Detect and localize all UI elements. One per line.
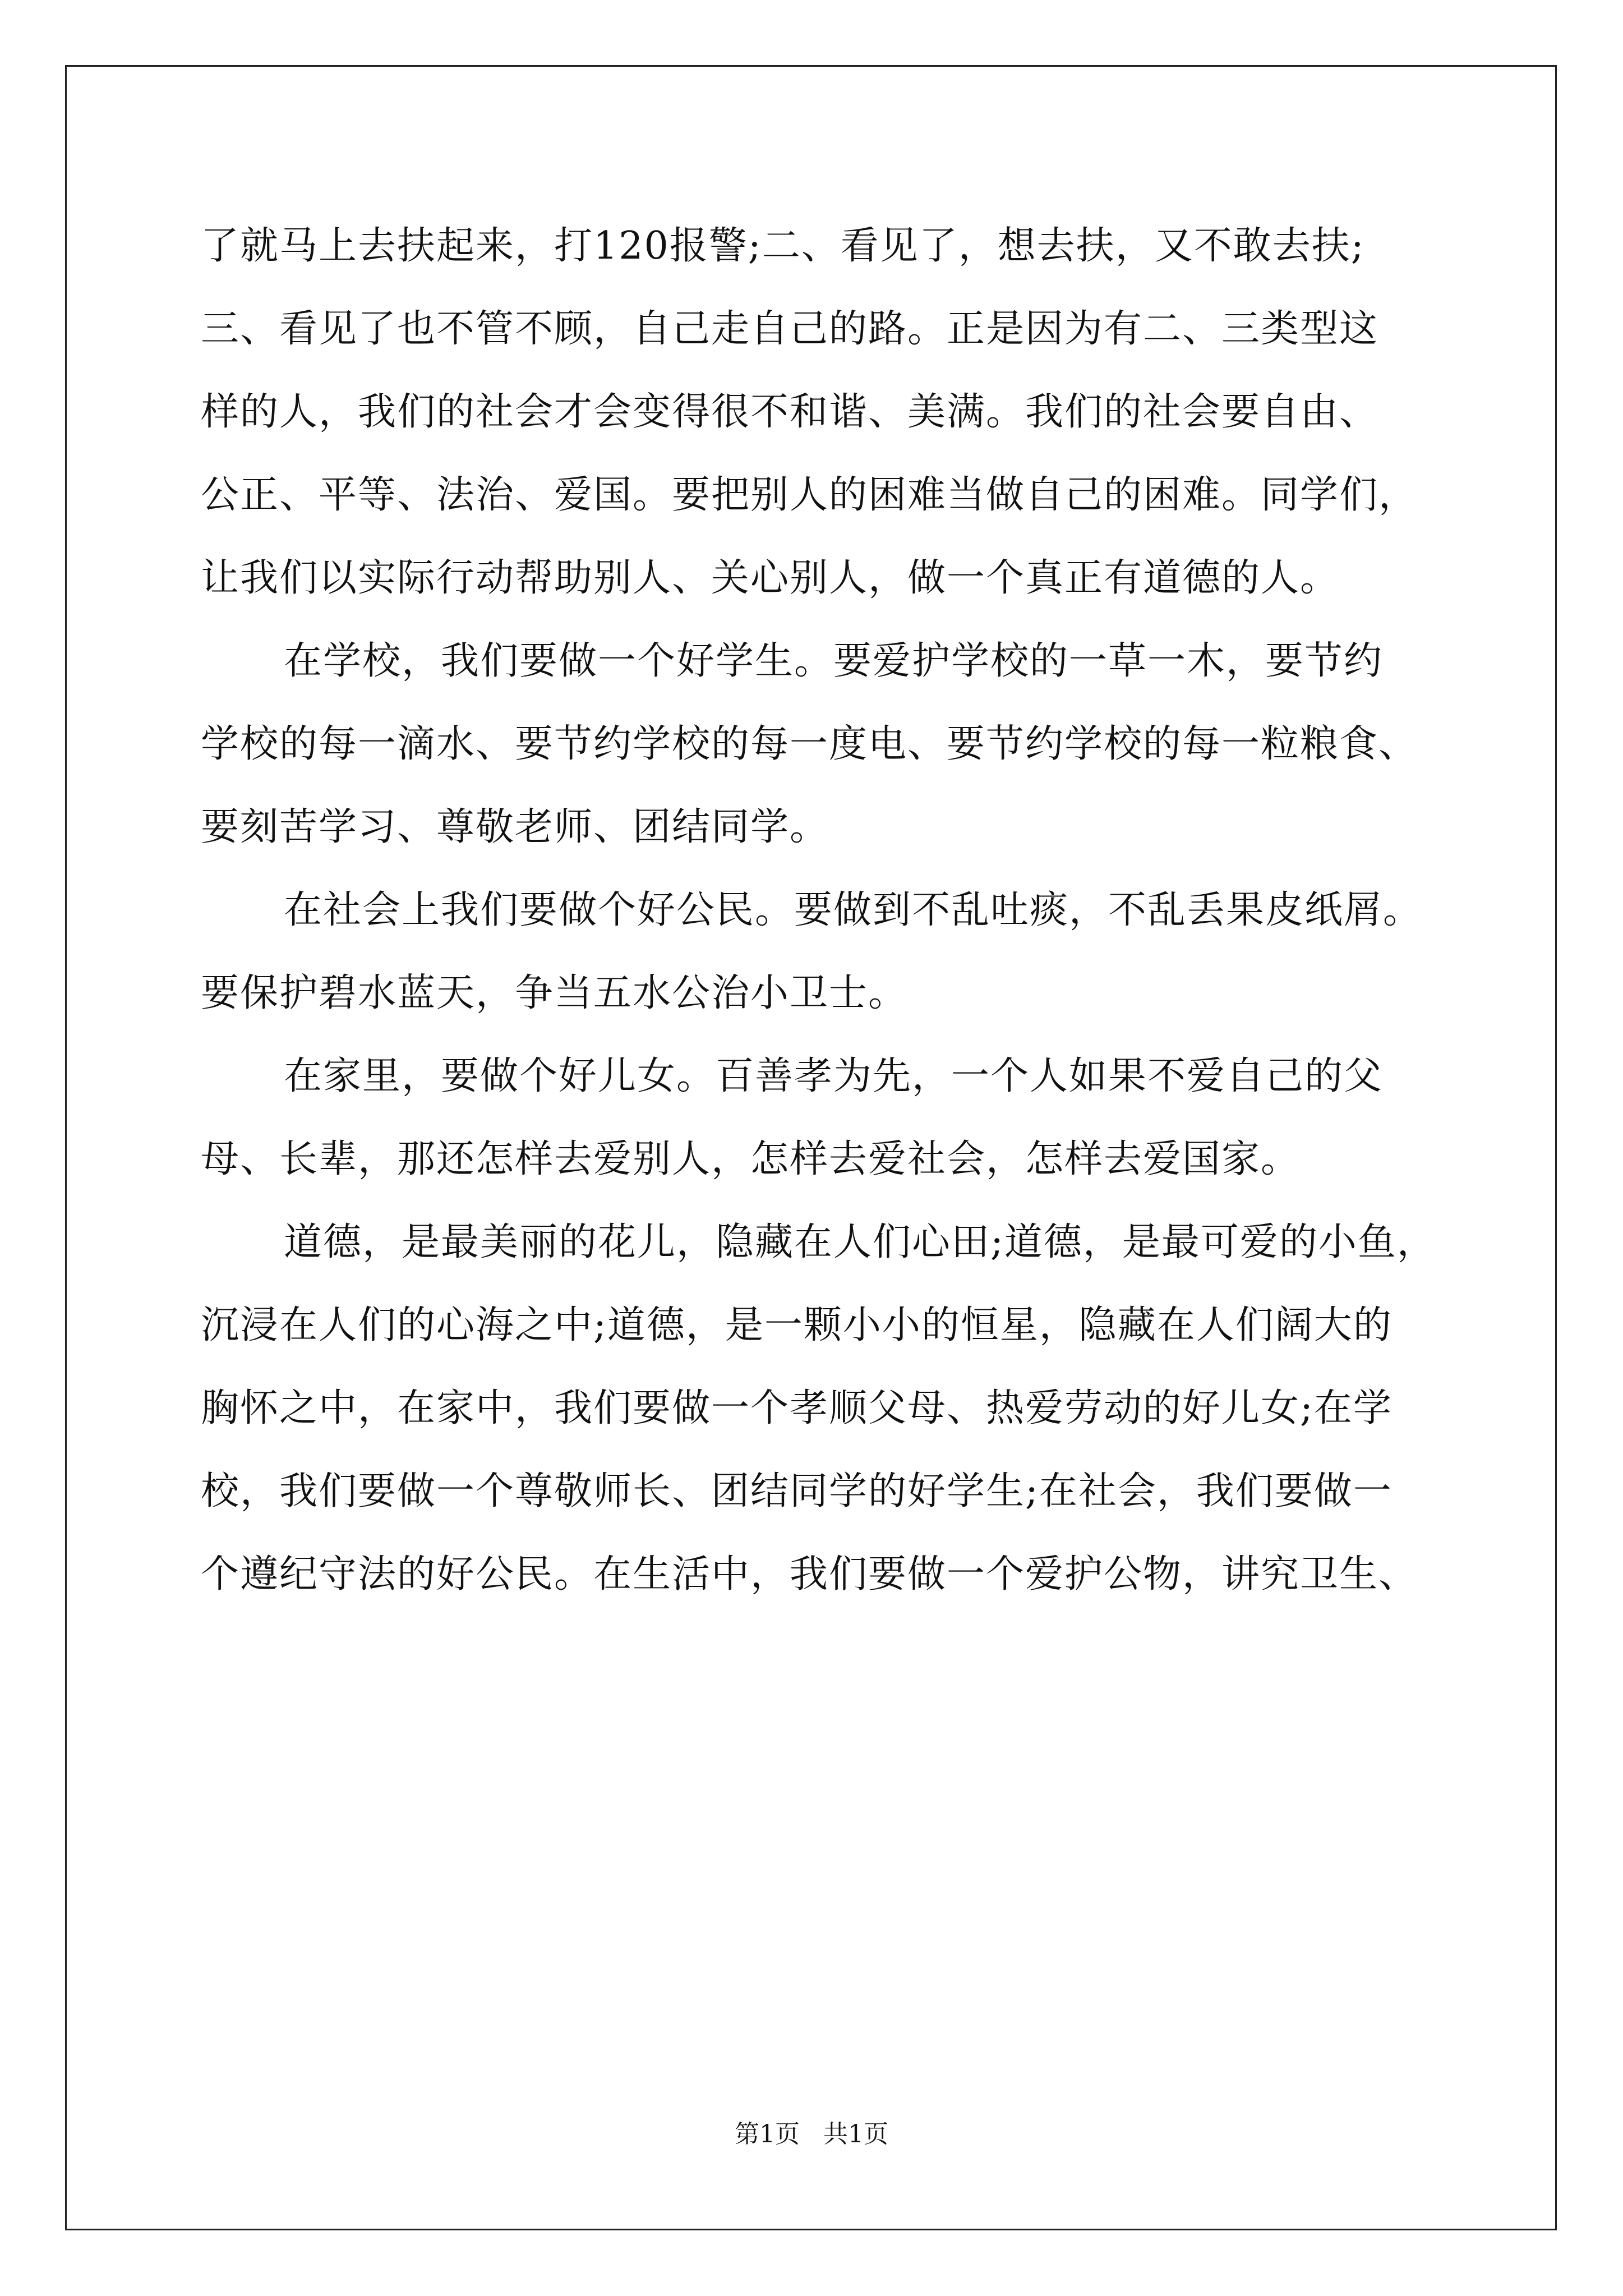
text-line: 沉浸在人们的心海之中;道德，是一颗小小的恒星，隐藏在人们阔大的: [201, 1303, 1393, 1347]
text-line: 样的人，我们的社会才会变得很不和谐、美满。我们的社会要自由、: [201, 390, 1379, 434]
text-line: 学校的每一滴水、要节约学校的每一度电、要节约学校的每一粒粮食、: [201, 722, 1418, 766]
text-line: 校，我们要做一个尊敬师长、团结同学的好学生;在社会，我们要做一: [201, 1469, 1393, 1513]
text-line: 了就马上去扶起来，打120报警;二、看见了，想去扶，又不敢去扶;: [201, 224, 1365, 268]
page-number-footer: 第1页 共1页: [735, 2120, 888, 2148]
document-body: [201, 205, 1436, 1616]
paragraph-start-line: 在家里，要做个好儿女。百善孝为先，一个人如果不爱自己的父: [284, 1054, 1384, 1098]
text-line: 要刻苦学习、尊敬老师、团结同学。: [201, 805, 829, 849]
text-line: 三、看见了也不管不顾，自己走自己的路。正是因为有二、三类型这: [201, 307, 1379, 351]
text-line: 个遵纪守法的好公民。在生活中，我们要做一个爱护公物，讲究卫生、: [201, 1552, 1418, 1596]
text-line: 让我们以实际行动帮助别人、关心别人，做一个真正有道德的人。: [201, 556, 1340, 600]
text-line: 母、长辈，那还怎样去爱别人，怎样去爱社会，怎样去爱国家。: [201, 1137, 1301, 1181]
paragraph-start-line: 在学校，我们要做一个好学生。要爱护学校的一草一木，要节约: [284, 639, 1384, 683]
paragraph-start-line: 道德，是最美丽的花儿，隐藏在人们心田;道德，是最可爱的小鱼，: [284, 1220, 1436, 1264]
text-line: 胸怀之中，在家中，我们要做一个孝顺父母、热爱劳动的好儿女;在学: [201, 1386, 1393, 1430]
text-line: 要保护碧水蓝天，争当五水公治小卫士。: [201, 971, 908, 1015]
paragraph-start-line: 在社会上我们要做个好公民。要做到不乱吐痰，不乱丢果皮纸屑。: [284, 888, 1423, 932]
text-line: 公正、平等、法治、爱国。要把别人的困难当做自己的困难。同学们，: [201, 473, 1418, 517]
